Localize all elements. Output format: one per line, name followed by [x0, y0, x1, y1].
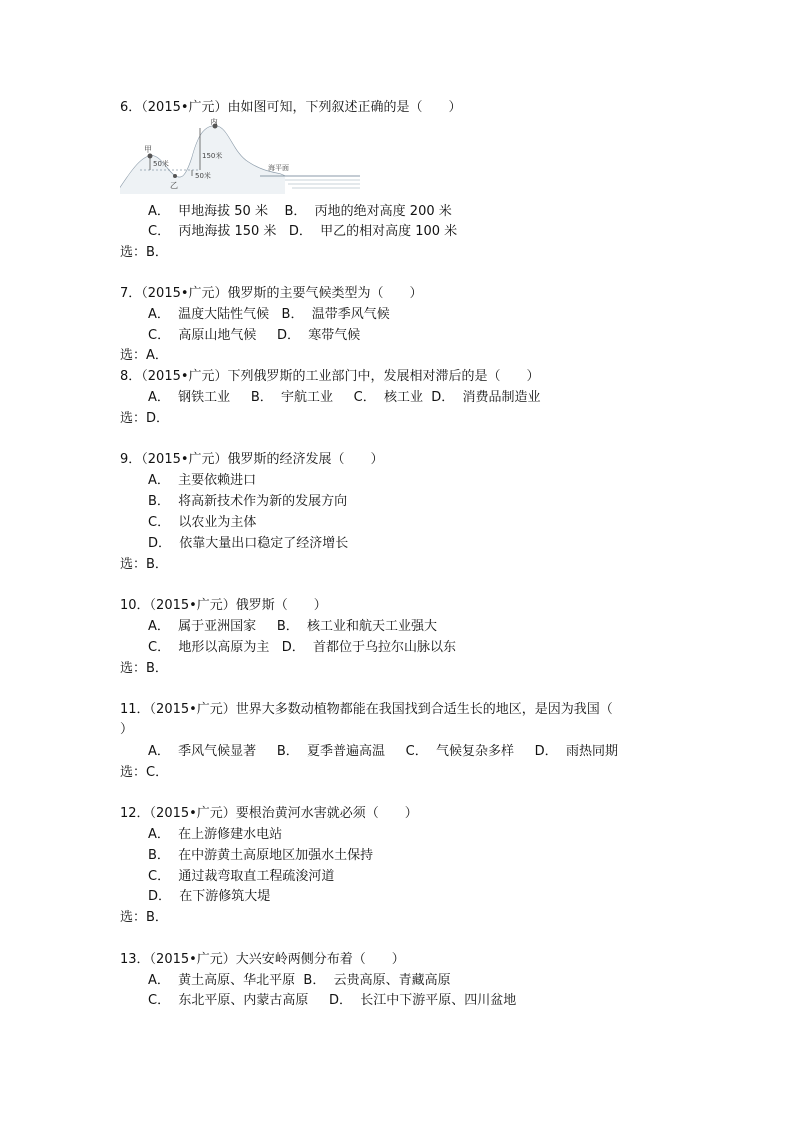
label-bing: 丙 [210, 118, 218, 126]
q9-option-b: B． 将高新技术作为新的发展方向 [148, 494, 348, 509]
q10-options-row2: C． 地形以高原为主 D． 首都位于乌拉尔山脉以东 [148, 640, 457, 655]
label-jia: 甲 [144, 145, 152, 154]
label-yi: 乙 [170, 181, 178, 190]
q11-answer: 选：C． [120, 765, 169, 780]
q9-stem: 9．（2015•广元）俄罗斯的经济发展（ ） [120, 452, 384, 467]
q13-stem: 13．（2015•广元）大兴安岭两侧分布着（ ） [120, 952, 405, 967]
q8-answer: 选：D． [120, 411, 170, 426]
q12-option-d: D． 在下游修筑大堤 [148, 889, 271, 904]
q12-stem: 12．（2015•广元）要根治黄河水害就必须（ ） [120, 806, 418, 821]
q9-option-d: D． 依靠大量出口稳定了经济增长 [148, 536, 349, 551]
q9-option-c: C． 以农业为主体 [148, 515, 257, 530]
label-150m: 150米 [202, 152, 223, 160]
q13-options-row2: C． 东北平原、内蒙古高原 D． 长江中下游平原、四川盆地 [148, 993, 517, 1008]
q12-answer: 选：B． [120, 910, 168, 925]
q6-answer: 选：B． [120, 245, 168, 260]
q7-options-row2: C． 高原山地气候 D． 寒带气候 [148, 328, 361, 343]
label-50m-b: 50米 [195, 172, 211, 180]
q8-options-row1: A． 钢铁工业 B． 宇航工业 C． 核工业 D． 消费品制造业 [148, 390, 541, 405]
q6-options-row1: A． 甲地海拔 50 米 B． 丙地的绝对高度 200 米 [148, 204, 452, 219]
q9-answer: 选：B． [120, 557, 168, 572]
q8-stem: 8．（2015•广元）下列俄罗斯的工业部门中，发展相对滞后的是（ ） [120, 369, 540, 384]
terrain-figure [120, 118, 430, 194]
q11-options-row1: A． 季风气候显著 B． 夏季普遍高温 C． 气候复杂多样 D． 雨热同期 [148, 744, 618, 759]
q12-option-a: A． 在上游修建水电站 [148, 827, 283, 842]
q6-stem: 6．（2015•广元）由如图可知，下列叙述正确的是（ ） [120, 100, 462, 115]
q7-answer: 选：A． [120, 348, 168, 363]
label-sea-level: 海平面 [268, 164, 289, 172]
q10-stem: 10．（2015•广元）俄罗斯（ ） [120, 598, 327, 613]
q11-stem-continuation: ） [120, 722, 134, 737]
q12-option-b: B． 在中游黄土高原地区加强水土保持 [148, 848, 374, 863]
q13-options-row1: A． 黄土高原、华北平原 B． 云贵高原、青藏高原 [148, 973, 451, 988]
q6-options-row2: C． 丙地海拔 150 米 D． 甲乙的相对高度 100 米 [148, 224, 458, 239]
q9-option-a: A． 主要依赖进口 [148, 473, 257, 488]
q12-option-c: C． 通过裁弯取直工程疏浚河道 [148, 869, 335, 884]
label-50m-a: 50米 [153, 160, 169, 168]
q10-answer: 选：B． [120, 661, 168, 676]
q7-options-row1: A． 温度大陆性气候 B． 温带季风气候 [148, 307, 390, 322]
q7-stem: 7．（2015•广元）俄罗斯的主要气候类型为（ ） [120, 286, 423, 301]
q10-options-row1: A． 属于亚洲国家 B． 核工业和航天工业强大 [148, 619, 438, 634]
q11-stem: 11．（2015•广元）世界大多数动植物都能在我国找到合适生长的地区，是因为我国（ [120, 702, 613, 717]
